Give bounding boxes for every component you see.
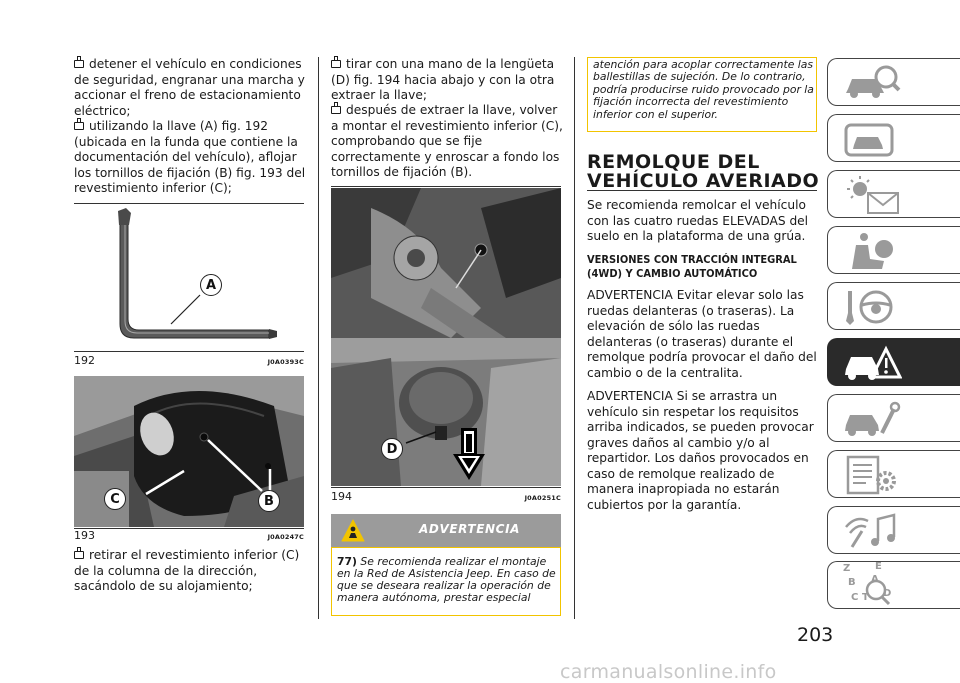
specs-gear-icon [842, 455, 902, 495]
instruction-step-3: retirar el revestimiento inferior (C) de la columna de la dirección, sacándolo de su alojamiento; [74, 548, 300, 593]
sun-envelope-icon [842, 175, 902, 215]
nav-tab-technical-data[interactable] [827, 450, 960, 498]
car-info-icon [842, 63, 902, 103]
nav-tab-index[interactable] [827, 561, 960, 609]
index-letter: B [848, 577, 856, 588]
figure-192-bottom-rule [74, 351, 304, 352]
watermark: carmanualsonline.info [560, 661, 777, 683]
bullet-icon [74, 551, 84, 559]
nav-tab-maintenance[interactable] [827, 394, 960, 442]
section-title-line-1: REMOLQUE DEL [587, 151, 760, 173]
car-service-icon [842, 399, 902, 439]
nav-tab-starting-driving[interactable] [827, 282, 960, 330]
page-number: 203 [797, 624, 834, 646]
instruction-step-4: tirar con una mano de la lengüeta (D) fig. 194 hacia abajo y con la otra extraer la llave; [331, 57, 555, 102]
callout-a: A [200, 274, 222, 296]
bullet-icon [331, 106, 341, 114]
figure-194-caption [331, 490, 561, 503]
nav-tab-emergency[interactable] [827, 338, 960, 386]
multimedia-icon [842, 511, 902, 551]
warning-ref: 77) [337, 555, 357, 568]
nav-tab-lights-messages[interactable] [827, 170, 960, 218]
instruction-step-2: utilizando la llave (A) fig. 192 (ubicada en la funda que contiene la documentación del vehículo), aflojar los tornillos de fijación (B) fig. 193 del revestimiento inferior (C); [74, 119, 306, 195]
figure-192-caption [74, 354, 304, 367]
bullet-icon [74, 122, 84, 130]
figure-194-top-rule [331, 186, 561, 187]
figure-code: J0A0393C [267, 358, 304, 366]
figure-number: 194 [331, 490, 352, 503]
column-divider-1 [318, 57, 319, 619]
figure-top-rule [74, 203, 304, 204]
section-title-line-2: VEHÍCULO AVERIADO [587, 170, 820, 192]
figure-194-steering-lock [331, 188, 561, 486]
section-title-rule [587, 190, 817, 191]
index-letter: E [875, 561, 882, 572]
warning-header [331, 514, 561, 547]
warning-heading: ADVERTENCIA [419, 522, 521, 536]
figure-192-hex-key [74, 207, 304, 350]
instruction-step-5: después de extraer la llave, volver a montar el revestimiento inferior (C), comprobando que se fije correctamente y enroscar a fondo los tornillos de fijación (B). [331, 103, 563, 179]
callout-c: C [104, 488, 126, 510]
callout-d: D [381, 438, 403, 460]
nav-tab-safety[interactable] [827, 226, 960, 274]
instruction-step-1: detener el vehículo en condiciones de seguridad, engranar una marcha y accionar el freno de estacionamiento eléctrico; [74, 57, 305, 118]
subsection-heading-line-2: (4WD) Y CAMBIO AUTOMÁTICO [587, 267, 758, 280]
advertencia-paragraph-2: ADVERTENCIA Si se arrastra un vehículo sin respetar los requisitos arriba indicados, se pueden provocar graves daños al cambio y/o al repartidor. Los daños provocados en caso de remolque realizado de manera inapropiada no estarán cubiertos por la garantía. [587, 389, 814, 512]
bullet-icon [331, 60, 341, 68]
figure-number: 192 [74, 354, 95, 367]
index-letter: A [871, 574, 879, 585]
figure-code: J0A0251C [524, 494, 561, 502]
warning-body-box [331, 547, 561, 616]
nav-tab-dashboard[interactable] [827, 114, 960, 162]
nav-tab-car-info[interactable] [827, 58, 960, 106]
subsection-heading-line-1: VERSIONES CON TRACCIÓN INTEGRAL [587, 253, 797, 266]
advertencia-paragraph-1: ADVERTENCIA Evitar elevar solo las ruedas delanteras (o traseras). La elevación de sólo las ruedas delanteras (o traseras) durante el remolque podría provocar el daño del cambio o de la centralita. [587, 288, 817, 380]
index-letter: C [851, 592, 859, 603]
index-letter: D [883, 588, 892, 599]
warning-body: 77) Se recomienda realizar el montaje en la Red de Asistencia Jeep. En caso de que se deseara realizar la operación de manera autónoma, prestar especial [337, 555, 556, 604]
warning-triangle-icon [341, 519, 365, 543]
callout-b: B [258, 490, 280, 512]
dashboard-car-icon [842, 119, 902, 159]
figure-code: J0A0247C [267, 533, 304, 541]
index-letter: T [862, 592, 869, 603]
figure-193-caption [74, 529, 304, 542]
figure-193-steering-column [74, 376, 304, 527]
section-intro: Se recomienda remolcar el vehículo con las cuatro ruedas ELEVADAS del suelo en la plataforma de una grúa. [587, 198, 809, 243]
bullet-icon [74, 60, 84, 68]
figure-number: 193 [74, 529, 95, 542]
seat-airbag-icon [842, 231, 902, 271]
warning-continuation-text: atención para acoplar correctamente las ballestillas de sujeción. De lo contrario, podría producirse ruido provocado por la fijación incorrecta del revestimiento inferior con el superior. [593, 58, 814, 121]
steering-wrench-icon [842, 287, 902, 327]
nav-tab-multimedia[interactable] [827, 506, 960, 554]
figure-194-bottom-rule [331, 487, 561, 488]
index-letter: Z [843, 563, 851, 574]
warning-continuation-box [587, 57, 817, 132]
emergency-car-icon [842, 343, 902, 383]
column-divider-2 [574, 57, 575, 619]
